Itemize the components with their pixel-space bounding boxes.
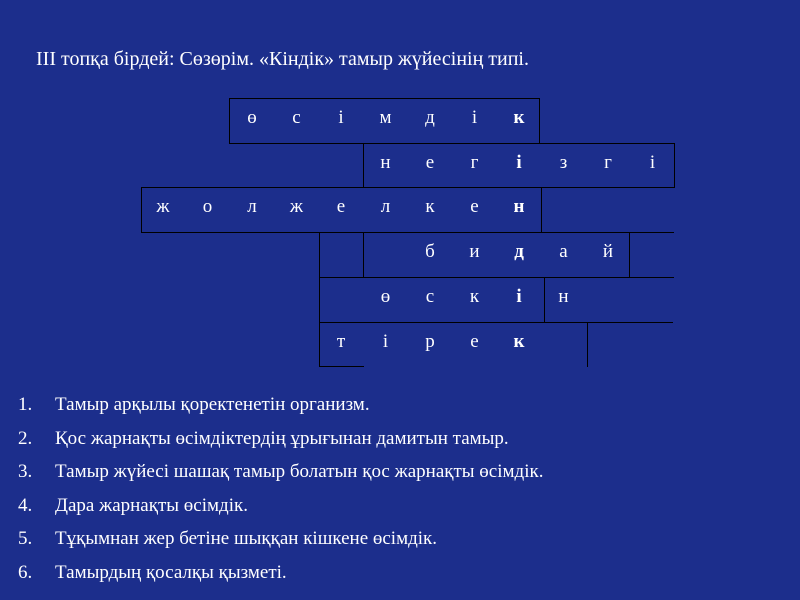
crossword-cell: т xyxy=(336,330,346,352)
clue-text: Тамырдың қосалқы қызметі. xyxy=(55,561,287,583)
clue-text: Тамыр арқылы қоректенетін организм. xyxy=(55,394,370,415)
grid-line xyxy=(229,98,230,143)
crossword-cell: с xyxy=(292,107,301,128)
clue-number: 3. xyxy=(18,461,33,482)
grid-line xyxy=(541,187,542,232)
crossword-cell: г xyxy=(470,151,479,173)
grid-line xyxy=(319,232,320,366)
crossword-cell: к xyxy=(513,330,525,352)
crossword-cell: н xyxy=(380,151,391,173)
crossword-cell: д xyxy=(514,241,524,263)
clue-text: Қос жарнақты өсімдіктердің ұрығынан дамитын тамыр. xyxy=(55,427,509,449)
grid-line xyxy=(319,366,364,367)
crossword-cell: і xyxy=(516,151,522,173)
crossword-cell: б xyxy=(425,241,435,263)
clue-item xyxy=(18,556,543,590)
crossword-cell: і xyxy=(338,107,344,128)
crossword-cell: е xyxy=(470,196,479,218)
grid-line xyxy=(229,98,539,99)
clue-item xyxy=(18,489,543,523)
clue-number: 2. xyxy=(18,427,33,449)
grid-line xyxy=(587,322,588,367)
clue-list xyxy=(18,388,543,589)
crossword-cell: е xyxy=(470,330,479,352)
slide-title: ІІІ топқа бірдей: Сөзөрім. «Кіндік» тамыр жүйесінің типі. xyxy=(36,48,529,70)
grid-line xyxy=(229,143,674,144)
crossword-cell: о xyxy=(202,196,213,218)
crossword-cell: д xyxy=(425,107,435,128)
crossword-cell: і xyxy=(382,330,389,352)
grid-line xyxy=(363,143,364,188)
crossword-cell: и xyxy=(469,241,480,263)
clue-item xyxy=(18,388,543,422)
grid-line xyxy=(539,98,540,143)
clue-text: Тұқымнан жер бетіне шыққан кішкене өсімдік. xyxy=(55,528,438,549)
crossword-cell: к xyxy=(425,196,435,218)
crossword-cell: м xyxy=(379,107,392,128)
crossword-cell: і xyxy=(516,285,522,307)
clue-text: Тамыр жүйесі шашақ тамыр болатын қос жарнақты өсімдік. xyxy=(55,461,544,482)
clue-item xyxy=(18,455,543,489)
clue-item xyxy=(18,422,543,456)
grid-line xyxy=(363,322,673,323)
clue-text: Дара жарнақты өсімдік. xyxy=(55,494,248,516)
grid-line xyxy=(363,232,364,277)
crossword-cell: г xyxy=(604,151,612,173)
clue-number: 5. xyxy=(18,528,33,549)
clue-number: 4. xyxy=(18,494,33,516)
crossword-cell: й xyxy=(602,241,614,263)
grid-line xyxy=(141,187,142,232)
crossword-cell: з xyxy=(559,151,568,173)
grid-line xyxy=(319,322,363,323)
crossword-cell: ө xyxy=(380,285,391,307)
crossword-cell: е xyxy=(336,196,346,218)
crossword-cell: ж xyxy=(289,196,304,218)
grid-line xyxy=(674,143,675,188)
crossword-cell: а xyxy=(559,241,568,263)
crossword-cell: ж xyxy=(156,196,170,218)
grid-line xyxy=(141,187,675,188)
crossword-cell: с xyxy=(425,285,435,307)
crossword-cell: л xyxy=(380,196,391,218)
grid-line xyxy=(629,232,630,277)
crossword-cell: р xyxy=(425,330,435,352)
crossword-cell: н xyxy=(558,285,569,307)
crossword-cell: і xyxy=(471,107,478,128)
clue-item xyxy=(18,522,543,556)
crossword-cell: к xyxy=(469,285,480,307)
grid-line xyxy=(544,277,545,322)
crossword-cell: к xyxy=(513,107,525,128)
crossword-cell: н xyxy=(513,196,525,218)
crossword-cell: і xyxy=(649,151,656,173)
crossword-cell: ө xyxy=(247,107,257,128)
crossword-cell: л xyxy=(247,196,257,218)
clue-number: 1. xyxy=(18,394,33,415)
grid-line xyxy=(319,232,674,233)
crossword-cell: е xyxy=(425,151,435,173)
clue-number: 6. xyxy=(18,561,33,583)
grid-line xyxy=(319,277,674,278)
